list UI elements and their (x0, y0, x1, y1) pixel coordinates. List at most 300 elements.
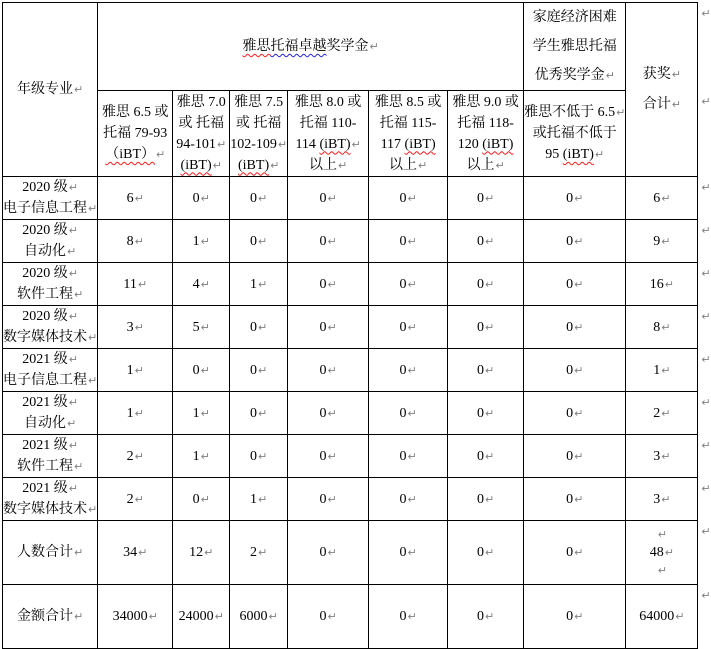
text-line: 8↵ (653, 319, 671, 335)
value-cell[interactable] (524, 220, 626, 263)
paragraph-mark-icon: ↵ (258, 191, 268, 205)
text-line (173, 155, 229, 176)
value-cell[interactable] (288, 349, 369, 392)
value-cell[interactable] (369, 478, 448, 521)
row-label-cell[interactable] (3, 306, 98, 349)
text-line: 0↵ (477, 405, 495, 421)
paragraph-mark-icon: ↵ (216, 137, 227, 151)
value-cell[interactable] (173, 585, 230, 649)
paragraph-mark-icon: ↵ (268, 610, 278, 623)
value-cell[interactable] (524, 585, 626, 649)
value-cell[interactable] (98, 392, 173, 435)
value-cell[interactable] (230, 585, 288, 649)
value-cell[interactable] (98, 306, 173, 349)
text-line (230, 155, 287, 176)
text-line: 120 (iBT) (457, 136, 514, 152)
paragraph-mark-icon: ↵ (68, 353, 78, 366)
row-end-mark-icon: ↵ (701, 481, 711, 495)
paragraph-mark-icon: ↵ (661, 363, 671, 377)
text-line: 94-101↵ (176, 136, 227, 152)
row-label-cell[interactable] (3, 585, 98, 649)
paragraph-mark-icon: ↵ (258, 449, 268, 463)
paragraph-mark-icon: ↵ (204, 546, 214, 559)
award-total-header-cell[interactable] (626, 3, 698, 177)
row-end-mark-icon: ↵ (701, 223, 711, 237)
title-segment: 雅思 (242, 39, 271, 54)
text-line: 金额合计↵ (17, 609, 84, 624)
text-line: 1↵ (250, 491, 268, 507)
value-cell[interactable] (448, 392, 524, 435)
paragraph-mark-icon: ↵ (327, 277, 337, 291)
text-line: 数字媒体技术↵ (3, 330, 98, 345)
value-cell[interactable] (448, 263, 524, 306)
value-cell[interactable] (98, 478, 173, 521)
text-line: 0↵ (319, 190, 337, 206)
value-cell[interactable] (288, 435, 369, 478)
text-line: 1↵ (250, 276, 268, 292)
table-row (3, 306, 698, 349)
band-ielts65-header-cell[interactable] (98, 91, 173, 177)
text-line: 0↵ (192, 190, 210, 206)
text-line: 0↵ (566, 448, 584, 464)
table-row (3, 263, 698, 306)
value-cell[interactable] (448, 435, 524, 478)
value-cell[interactable] (288, 177, 369, 220)
band-ielts85-header-cell[interactable] (369, 91, 448, 177)
value-cell[interactable] (288, 263, 369, 306)
value-cell[interactable] (369, 220, 448, 263)
paragraph-mark-icon: ↵ (68, 267, 78, 280)
text-line: 以上↵ (466, 157, 505, 173)
paragraph-mark-icon: ↵ (664, 277, 674, 291)
paragraph-mark-icon: ↵ (327, 546, 337, 559)
paragraph-mark-icon: ↵ (258, 546, 268, 559)
text-line: 0↵ (566, 609, 584, 624)
text-line: 0↵ (399, 276, 417, 292)
text-line: 或 托福 (235, 115, 282, 131)
text-line: 0↵ (399, 190, 417, 206)
paragraph-mark-icon: ↵ (67, 245, 77, 258)
paragraph-mark-icon: ↵ (200, 277, 210, 291)
text-line: 0↵ (319, 405, 337, 421)
paragraph-mark-icon: ↵ (138, 546, 148, 559)
value-cell[interactable] (230, 220, 288, 263)
text-line: 117 (iBT) (380, 136, 436, 152)
text-line: 雅思 7.0 (176, 94, 226, 110)
value-cell[interactable] (173, 220, 230, 263)
paragraph-mark-icon: ↵ (574, 191, 584, 205)
paragraph-mark-icon: ↵ (485, 191, 495, 205)
value-cell[interactable] (524, 521, 626, 585)
text-line: 34↵ (123, 545, 148, 560)
value-cell[interactable] (369, 263, 448, 306)
paragraph-mark-icon: ↵ (661, 492, 671, 506)
text-line: 合计↵ (642, 96, 681, 112)
text-line: 托福 79-93 (103, 126, 168, 141)
paragraph-mark-icon: ↵ (200, 363, 210, 377)
text-line: 0↵ (477, 362, 495, 378)
table-row (3, 478, 698, 521)
value-cell[interactable] (524, 392, 626, 435)
text-line: 0↵ (399, 491, 417, 507)
text-line: 0↵ (319, 545, 337, 560)
value-cell[interactable] (369, 585, 448, 649)
paragraph-mark-icon: ↵ (407, 191, 417, 205)
value-cell[interactable] (98, 220, 173, 263)
paragraph-mark-icon: ↵ (327, 406, 337, 420)
text-line: 0↵ (319, 448, 337, 464)
text-line: 1↵ (192, 448, 210, 464)
value-cell[interactable] (524, 478, 626, 521)
value-cell[interactable] (230, 521, 288, 585)
paragraph-mark-icon: ↵ (574, 234, 584, 248)
corner-header-cell[interactable] (3, 3, 98, 177)
text-line: 1↵ (126, 405, 144, 421)
header-row-score-bands (3, 91, 698, 177)
paragraph-mark-icon: ↵ (574, 449, 584, 463)
text-line: 6↵ (126, 190, 144, 206)
text-line: 6000↵ (239, 609, 278, 624)
text-line: 0↵ (477, 609, 495, 624)
text-line: 雅思 7.5 (234, 94, 284, 110)
text-line: 2↵ (653, 405, 671, 421)
value-cell[interactable] (230, 263, 288, 306)
value-cell[interactable] (173, 263, 230, 306)
value-cell[interactable] (626, 521, 698, 585)
paragraph-mark-icon: ↵ (338, 158, 348, 172)
text-line: 0↵ (566, 405, 584, 421)
hardship-scholarship-header-cell[interactable] (524, 3, 626, 91)
table-body (3, 3, 698, 649)
value-cell[interactable] (288, 392, 369, 435)
value-cell[interactable] (173, 349, 230, 392)
value-cell[interactable] (98, 521, 173, 585)
text-line: 托福 118- (457, 115, 514, 131)
paragraph-mark-icon: ↵ (200, 320, 210, 334)
paragraph-mark-icon: ↵ (68, 482, 78, 495)
paragraph-mark-icon: ↵ (574, 610, 584, 623)
text-line: 0↵ (250, 448, 268, 464)
text-line: 3↵ (653, 448, 671, 464)
text-line: 16↵ (649, 276, 674, 292)
table-row (3, 392, 698, 435)
paragraph-mark-icon: ↵ (616, 106, 626, 119)
text-line: 0↵ (477, 491, 495, 507)
value-cell[interactable] (626, 263, 698, 306)
value-cell[interactable] (369, 392, 448, 435)
text-line: 0↵ (250, 362, 268, 378)
paragraph-mark-icon: ↵ (258, 234, 268, 248)
text-line: 2↵ (126, 491, 144, 507)
row-label-cell[interactable] (3, 521, 98, 585)
text-line: 48↵ (649, 544, 674, 560)
row-label-cell[interactable] (3, 392, 98, 435)
value-cell[interactable] (230, 177, 288, 220)
paragraph-mark-icon: ↵ (661, 406, 671, 420)
paragraph-mark-icon: ↵ (657, 527, 667, 541)
spellcheck-underline: （iBT） (105, 147, 155, 162)
paragraph-mark-icon: ↵ (134, 191, 144, 205)
table-row (3, 220, 698, 263)
text-line: 数字媒体技术↵ (3, 502, 98, 517)
spellcheck-underline: (iBT) (562, 147, 594, 162)
value-cell[interactable] (524, 349, 626, 392)
value-cell[interactable] (448, 349, 524, 392)
text-line: 软件工程↵ (17, 287, 84, 302)
value-cell[interactable] (626, 220, 698, 263)
value-cell[interactable] (230, 349, 288, 392)
paragraph-mark-icon: ↵ (134, 363, 144, 377)
text-line: 0↵ (566, 276, 584, 292)
paragraph-mark-icon: ↵ (671, 97, 681, 111)
paragraph-mark-icon: ↵ (574, 492, 584, 506)
text-line: 0↵ (319, 491, 337, 507)
paragraph-mark-icon: ↵ (327, 363, 337, 377)
value-cell[interactable] (524, 435, 626, 478)
paragraph-mark-icon: ↵ (661, 234, 671, 248)
paragraph-mark-icon: ↵ (485, 234, 495, 248)
value-cell[interactable] (626, 306, 698, 349)
text-line: 托福 115- (379, 115, 437, 131)
value-cell[interactable] (448, 478, 524, 521)
value-cell[interactable] (448, 521, 524, 585)
value-cell[interactable] (369, 349, 448, 392)
paragraph-mark-icon: ↵ (351, 137, 361, 151)
paragraph-mark-icon: ↵ (495, 158, 505, 172)
paragraph-mark-icon: ↵ (407, 234, 417, 248)
value-cell[interactable] (626, 585, 698, 649)
text-line: 0↵ (250, 233, 268, 249)
text-line: 0↵ (399, 233, 417, 249)
value-cell[interactable] (98, 585, 173, 649)
text-line: 4↵ (192, 276, 210, 292)
text-line: 人数合计↵ (17, 545, 84, 560)
totals-row (3, 521, 698, 585)
row-label-cell[interactable] (3, 177, 98, 220)
band-hardship-header-cell[interactable] (524, 91, 626, 177)
paragraph-mark-icon: ↵ (407, 546, 417, 559)
row-label-cell[interactable] (3, 435, 98, 478)
text-line: 0↵ (399, 545, 417, 560)
value-cell[interactable] (230, 392, 288, 435)
text-line: 0↵ (399, 319, 417, 335)
value-cell[interactable] (448, 306, 524, 349)
paragraph-mark-icon: ↵ (134, 492, 144, 506)
text-line: 0↵ (566, 545, 584, 560)
text-line: 0↵ (319, 276, 337, 292)
paragraph-mark-icon: ↵ (88, 374, 98, 387)
text-line: 102-109↵ (230, 136, 288, 152)
paragraph-mark-icon: ↵ (327, 492, 337, 506)
text-line: 2021 级↵ (22, 438, 78, 453)
text-line: 或 托福 (178, 115, 224, 131)
spellcheck-underline: (iBT) (319, 136, 351, 152)
row-label-cell[interactable] (3, 263, 98, 306)
paragraph-mark-icon: ↵ (214, 610, 224, 623)
value-cell[interactable] (230, 478, 288, 521)
text-line: 24000↵ (178, 609, 224, 624)
paragraph-mark-icon: ↵ (68, 224, 78, 237)
value-cell[interactable] (369, 306, 448, 349)
paragraph-mark-icon: ↵ (200, 191, 210, 205)
paragraph-mark-icon: ↵ (574, 363, 584, 377)
text-line: 1↵ (192, 405, 210, 421)
value-cell[interactable] (288, 220, 369, 263)
paragraph-mark-icon: ↵ (67, 417, 77, 430)
paragraph-mark-icon: ↵ (407, 449, 417, 463)
text-line: 0↵ (566, 233, 584, 249)
text-line: 0↵ (192, 362, 210, 378)
value-cell[interactable] (288, 521, 369, 585)
paragraph-mark-icon: ↵ (407, 610, 417, 623)
value-cell[interactable] (173, 435, 230, 478)
text-line (626, 562, 697, 580)
text-line: 11↵ (123, 276, 148, 292)
text-line: 0↵ (566, 491, 584, 507)
band-ielts70-header-cell[interactable] (173, 91, 230, 177)
text-line: 0↵ (566, 319, 584, 335)
row-end-mark-icon: ↵ (701, 395, 711, 409)
text-line: 以上↵ (309, 157, 348, 173)
value-cell[interactable] (173, 306, 230, 349)
value-cell[interactable] (98, 349, 173, 392)
paragraph-mark-icon: ↵ (74, 82, 84, 96)
value-cell[interactable] (98, 435, 173, 478)
paragraph-mark-icon: ↵ (258, 406, 268, 420)
value-cell[interactable] (448, 177, 524, 220)
text-line: 优秀奖学金↵ (534, 68, 615, 83)
spellcheck-underline: (iBT) (404, 136, 436, 152)
paragraph-mark-icon: ↵ (485, 492, 495, 506)
paragraph-mark-icon: ↵ (68, 396, 78, 409)
text-line (626, 526, 697, 544)
paragraph-mark-icon: ↵ (664, 545, 674, 559)
paragraph-mark-icon: ↵ (212, 158, 222, 172)
row-end-mark-icon: ↵ (701, 524, 711, 538)
paragraph-mark-icon: ↵ (200, 492, 210, 506)
paragraph-mark-icon: ↵ (327, 234, 337, 248)
value-cell[interactable] (524, 263, 626, 306)
paragraph-mark-icon: ↵ (605, 69, 615, 82)
value-cell[interactable] (626, 392, 698, 435)
band-ielts90-header-cell[interactable] (448, 91, 524, 177)
row-label-cell[interactable] (3, 478, 98, 521)
text-line: 2020 级↵ (22, 180, 78, 195)
paragraph-mark-icon: ↵ (200, 406, 210, 420)
text-line: 95 (iBT)↵ (545, 147, 605, 162)
value-cell[interactable] (230, 306, 288, 349)
value-cell[interactable] (626, 435, 698, 478)
text-line: 0↵ (250, 319, 268, 335)
text-line: 6↵ (653, 190, 671, 206)
value-cell[interactable] (448, 585, 524, 649)
paragraph-mark-icon: ↵ (88, 202, 98, 215)
paragraph-mark-icon: ↵ (485, 610, 495, 623)
paragraph-mark-icon: ↵ (574, 320, 584, 334)
paragraph-mark-icon: ↵ (270, 158, 280, 172)
text-line: 9↵ (653, 233, 671, 249)
text-line: 雅思 8.0 或 (294, 94, 362, 110)
value-cell[interactable] (288, 585, 369, 649)
paragraph-mark-icon: ↵ (134, 234, 144, 248)
paragraph-mark-icon: ↵ (407, 277, 417, 291)
text-line: 0↵ (319, 362, 337, 378)
value-cell[interactable] (626, 177, 698, 220)
value-cell[interactable] (524, 306, 626, 349)
value-cell[interactable] (524, 177, 626, 220)
text-line: 0↵ (399, 448, 417, 464)
paragraph-mark-icon: ↵ (661, 449, 671, 463)
paragraph-mark-icon: ↵ (485, 363, 495, 377)
paragraph-mark-icon: ↵ (137, 277, 148, 291)
text-line: 0↵ (566, 190, 584, 206)
text-line: 114 (iBT)↵ (295, 136, 361, 152)
text-line: 0↵ (319, 319, 337, 335)
paragraph-mark-icon: ↵ (200, 234, 210, 248)
paragraph-mark-icon: ↵ (485, 546, 495, 559)
text-line: 学生雅思托福 (532, 39, 617, 54)
spellcheck-underline: (iBT) (238, 157, 270, 173)
row-label-cell[interactable] (3, 220, 98, 263)
paragraph-mark-icon: ↵ (485, 320, 495, 334)
value-cell[interactable] (369, 435, 448, 478)
row-end-mark-icon: ↵ (701, 438, 711, 452)
paragraph-mark-icon: ↵ (68, 439, 78, 452)
value-cell[interactable] (173, 521, 230, 585)
text-line: 托福 110- (299, 115, 357, 131)
row-end-mark-icon: ↵ (701, 6, 711, 20)
text-line: 0↵ (192, 491, 210, 507)
text-line: 0↵ (399, 362, 417, 378)
band-ielts80-header-cell[interactable] (288, 91, 369, 177)
value-cell[interactable] (288, 306, 369, 349)
title-segment: 托福卓越 (270, 39, 327, 54)
text-line: 自动化↵ (24, 244, 77, 259)
text-line: 获奖↵ (642, 66, 681, 82)
value-cell[interactable] (98, 177, 173, 220)
paragraph-mark-icon: ↵ (148, 610, 158, 623)
value-cell[interactable] (626, 478, 698, 521)
text-line: 雅思 9.0 或 (452, 94, 519, 110)
paragraph-mark-icon: ↵ (485, 277, 495, 291)
table-row (3, 177, 698, 220)
paragraph-mark-icon: ↵ (675, 610, 685, 623)
value-cell[interactable] (173, 177, 230, 220)
paragraph-mark-icon: ↵ (407, 320, 417, 334)
value-cell[interactable] (173, 392, 230, 435)
paragraph-mark-icon: ↵ (407, 363, 417, 377)
value-cell[interactable] (369, 521, 448, 585)
value-cell[interactable] (288, 478, 369, 521)
value-cell[interactable] (173, 478, 230, 521)
value-cell[interactable] (626, 349, 698, 392)
paragraph-mark-icon: ↵ (574, 277, 584, 291)
paragraph-mark-icon: ↵ (74, 610, 84, 623)
band-ielts75-header-cell[interactable] (230, 91, 288, 177)
value-cell[interactable] (98, 263, 173, 306)
row-label-cell[interactable] (3, 349, 98, 392)
main-group-header-cell[interactable] (98, 3, 524, 91)
text-line: 2020 级↵ (22, 266, 78, 281)
value-cell[interactable] (230, 435, 288, 478)
value-cell[interactable] (369, 177, 448, 220)
spellcheck-underline: (iBT) (482, 136, 514, 152)
paragraph-mark-icon: ↵ (671, 67, 681, 81)
paragraph-mark-icon: ↵ (258, 363, 268, 377)
value-cell[interactable] (448, 220, 524, 263)
paragraph-mark-icon: ↵ (258, 320, 268, 334)
text-line: 家庭经济困难 (532, 10, 617, 25)
